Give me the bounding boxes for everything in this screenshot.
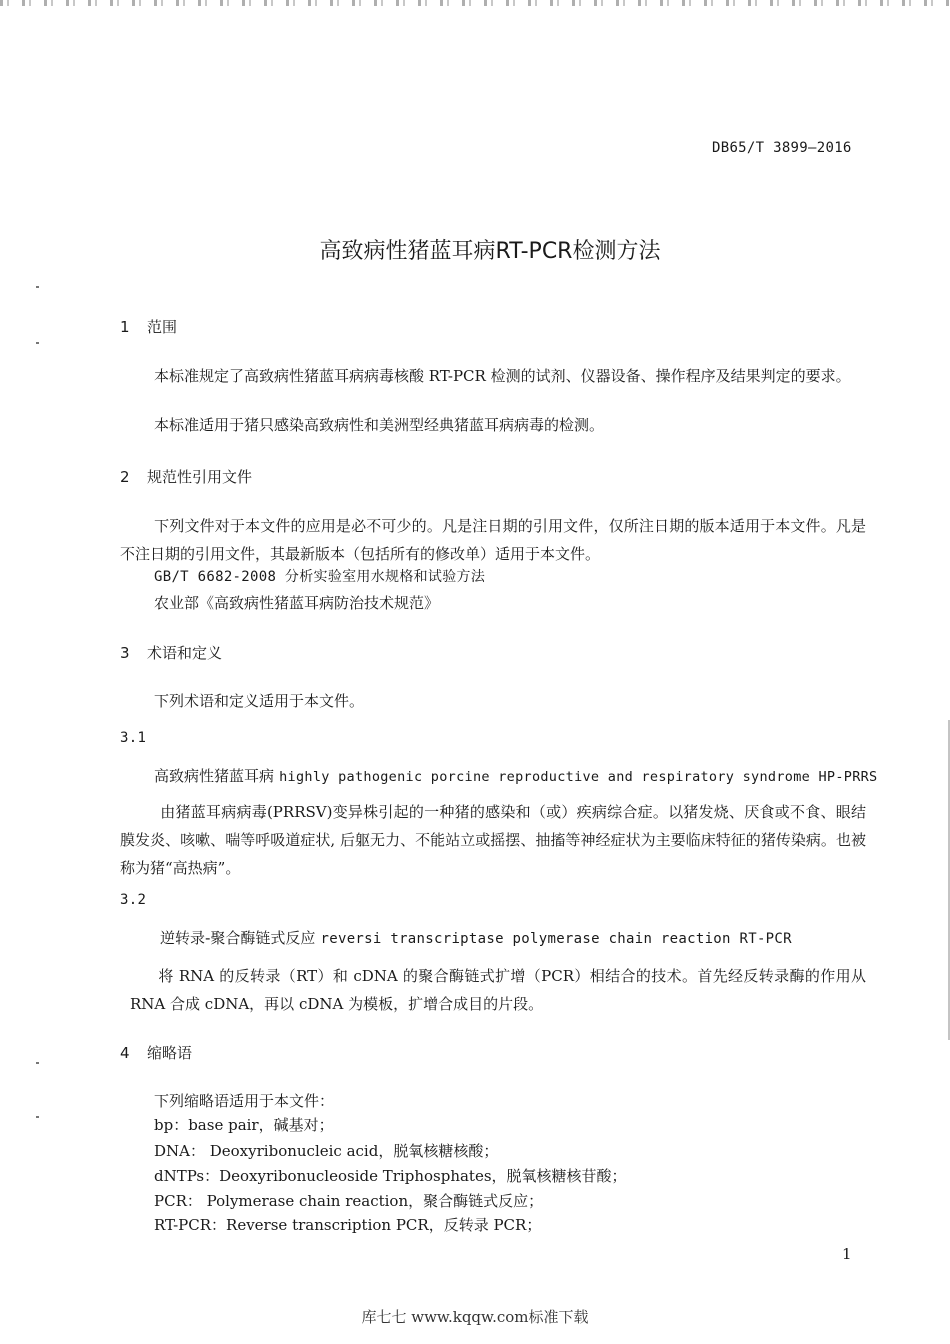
section-title: 范围: [147, 318, 178, 336]
section-title: 缩略语: [147, 1044, 193, 1062]
section-title: 规范性引用文件: [147, 468, 253, 486]
section-2-paragraph: 下列文件对于本文件的应用是必不可少的。凡是注日期的引用文件，仅所注日期的版本适用于本文件。凡是不注日期的引用文件，其最新版本（包括所有的修改单）适用于本文件。: [120, 517, 866, 563]
document-code: DB65/T 3899—2016: [712, 140, 852, 156]
section-number: 1: [120, 318, 130, 336]
section-1-paragraph-1: 本标准规定了高致病性猪蓝耳病病毒核酸 RT-PCR 检测的试剂、仪器设备、操作程序及结果判定的要求。: [154, 367, 851, 385]
abbreviation-item: bp：base pair，碱基对；: [154, 1116, 334, 1134]
footer-watermark: 库七七 www.kqqw.com标准下载: [361, 1308, 589, 1326]
abbreviation-item: DNA： Deoxyribonucleic acid，脱氧核糖核酸；: [154, 1142, 499, 1160]
section-3-heading: [120, 642, 222, 663]
scan-speck: [36, 342, 39, 344]
page-number: 1: [842, 1245, 852, 1263]
term-3-2-heading: [160, 927, 792, 948]
term-3-2-definition: 将 RNA 的反转录（RT）和 cDNA 的聚合酶链式扩增（PCR）相结合的技术。首先经反转录酶的作用从 RNA 合成 cDNA，再以 cDNA 为模板，扩增合成目的片段。: [130, 967, 866, 1013]
abbreviation-item: PCR： Polymerase chain reaction，聚合酶链式反应；: [154, 1192, 544, 1210]
term-3-1-number: 3.1: [120, 730, 147, 746]
section-2-heading: [120, 466, 252, 487]
section-number: 2: [120, 468, 130, 486]
normative-reference-1: GB/T 6682-2008 分析实验室用水规格和试验方法: [154, 569, 486, 585]
abbreviation-item: dNTPs：Deoxyribonucleoside Triphosphates，脱氧核糖核苷酸；: [154, 1167, 627, 1185]
term-english: highly pathogenic porcine reproductive and respiratory syndrome HP-PRRS: [279, 769, 878, 785]
scan-speck: [36, 1062, 39, 1064]
section-4-heading: [120, 1042, 192, 1063]
normative-reference-2: 农业部《高致病性猪蓝耳病防治技术规范》: [154, 594, 440, 612]
term-3-1-definition: 由猪蓝耳病病毒(PRRSV)变异株引起的一种猪的感染和（或）疾病综合症。以猪发烧、厌食或不食、眼结膜发炎、咳嗽、喘等呼吸道症状, 后躯无力、不能站立或摇摆、抽搐等神经症状为主要临床特征的猪传染病。也被称为猪“高热病”。: [120, 803, 866, 877]
term-chinese: 逆转录-聚合酶链式反应: [160, 929, 316, 947]
term-chinese: 高致病性猪蓝耳病: [154, 767, 275, 785]
term-3-2-number: 3.2: [120, 892, 147, 908]
section-number: 4: [120, 1044, 130, 1062]
section-number: 3: [120, 644, 130, 662]
scan-speck: [36, 1116, 39, 1118]
section-1-heading: [120, 316, 177, 337]
term-3-1-heading: [154, 765, 877, 786]
page-title: 高致病性猪蓝耳病RT-PCR检测方法: [319, 239, 661, 264]
scan-speck: [36, 286, 39, 288]
term-english: reversi transcriptase polymerase chain reaction RT-PCR: [320, 931, 792, 947]
section-4-intro: 下列缩略语适用于本文件：: [154, 1092, 335, 1110]
scan-artifact-top: [0, 0, 950, 6]
abbreviation-item: RT-PCR：Reverse transcription PCR，反转录 PCR；: [154, 1216, 542, 1234]
section-1-paragraph-2: 本标准适用于猪只感染高致病性和美洲型经典猪蓝耳病病毒的检测。: [154, 416, 605, 434]
section-3-intro: 下列术语和定义适用于本文件。: [154, 692, 365, 710]
section-title: 术语和定义: [147, 644, 223, 662]
